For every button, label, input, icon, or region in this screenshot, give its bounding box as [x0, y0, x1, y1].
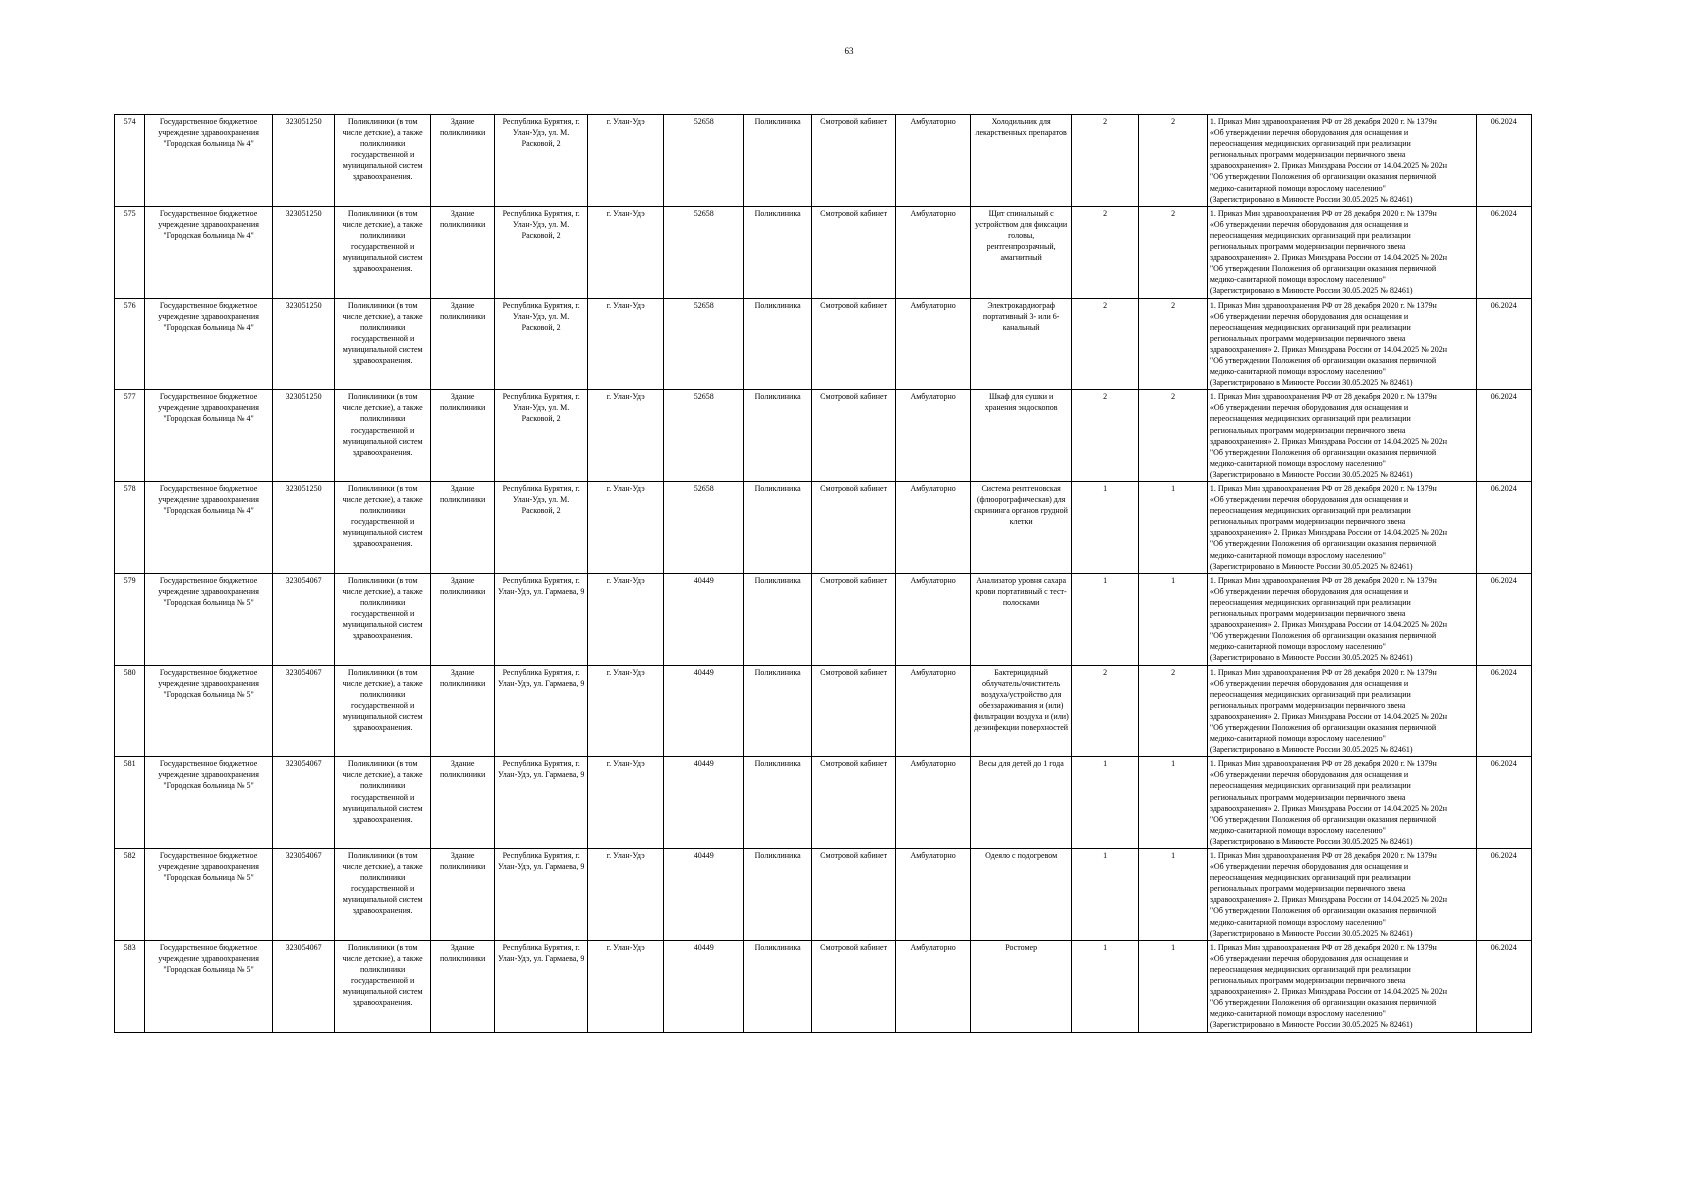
- regulation-line: здравоохранения» 2. Приказ Минздрава России от 14.04.2025 № 202н: [1209, 711, 1448, 721]
- delivery-date: 06.2024: [1476, 115, 1531, 207]
- regulation-line: переоснащения медицинских организаций при реализации: [1209, 689, 1411, 699]
- address: Республика Бурятия, г. Улан-Удэ, ул. Гармаева, 9: [495, 757, 588, 849]
- delivery-date: 06.2024: [1476, 206, 1531, 298]
- regulation-line: «Об утверждении перечня оборудования для оснащения и: [1209, 403, 1409, 413]
- quantity-planned: 1: [1139, 573, 1207, 665]
- address: Республика Бурятия, г. Улан-Удэ, ул. Гармаева, 9: [495, 665, 588, 757]
- regulation-reference: [1207, 206, 1476, 298]
- delivery-date: 06.2024: [1476, 482, 1531, 574]
- organization-code: 323051250: [272, 206, 334, 298]
- organization-name: Государственное бюджетное учреждение здравоохранения "Городская больница № 4": [145, 390, 273, 482]
- regulation-line: медико-санитарной помощи взрослому населению": [1209, 642, 1386, 652]
- population: 40449: [664, 849, 744, 941]
- care-mode: Амбулаторно: [895, 757, 970, 849]
- regulation-line: переоснащения медицинских организаций при реализации: [1209, 230, 1411, 240]
- population: 52658: [664, 115, 744, 207]
- delivery-date: 06.2024: [1476, 757, 1531, 849]
- organization-code: 323054067: [272, 665, 334, 757]
- population: 40449: [664, 665, 744, 757]
- city: г. Улан-Удэ: [587, 757, 663, 849]
- organization-name: Государственное бюджетное учреждение здравоохранения "Городская больница № 5": [145, 757, 273, 849]
- population: 40449: [664, 940, 744, 1032]
- equipment-name: Бактерицидный облучатель/очиститель воздуха/устройство для обеззараживания и (или) фильтрации воздуха и (или) дезинфекции поверхностей: [971, 665, 1072, 757]
- equipment-name: Холодильник для лекарственных препаратов: [971, 115, 1072, 207]
- quantity-required: 1: [1071, 573, 1138, 665]
- organization-name: Государственное бюджетное учреждение здравоохранения "Городская больница № 4": [145, 298, 273, 390]
- table-row: [115, 849, 1532, 941]
- regulation-line: медико-санитарной помощи взрослому населению": [1209, 367, 1386, 377]
- organization-name: Государственное бюджетное учреждение здравоохранения "Городская больница № 5": [145, 940, 273, 1032]
- quantity-planned: 2: [1139, 665, 1207, 757]
- regulation-line: региональных программ модернизации первичного звена: [1209, 425, 1406, 435]
- regulation-line: (Зарегистрировано в Минюсте России 30.05.2025 № 82461): [1209, 194, 1413, 204]
- row-number: 577: [115, 390, 145, 482]
- building: Здание поликлиники: [430, 390, 494, 482]
- city: г. Улан-Удэ: [587, 849, 663, 941]
- room: Смотровой кабинет: [812, 757, 896, 849]
- regulation-line: медико-санитарной помощи взрослому населению": [1209, 275, 1386, 285]
- regulation-line: региональных программ модернизации первичного звена: [1209, 242, 1406, 252]
- room: Смотровой кабинет: [812, 940, 896, 1032]
- building: Здание поликлиники: [430, 482, 494, 574]
- organization-name: Государственное бюджетное учреждение здравоохранения "Городская больница № 4": [145, 482, 273, 574]
- care-mode: Амбулаторно: [895, 298, 970, 390]
- organization-name: Государственное бюджетное учреждение здравоохранения "Городская больница № 5": [145, 849, 273, 941]
- building: Здание поликлиники: [430, 115, 494, 207]
- regulation-line: переоснащения медицинских организаций при реализации: [1209, 506, 1411, 516]
- city: г. Улан-Удэ: [587, 665, 663, 757]
- facility-kind: Поликлиника: [743, 298, 811, 390]
- regulation-line: здравоохранения» 2. Приказ Минздрава России от 14.04.2025 № 202н: [1209, 987, 1448, 997]
- regulation-reference: [1207, 757, 1476, 849]
- facility-type: Поликлиники (в том числе детские), а также поликлиники государственной и муниципальной систем здравоохранения.: [335, 849, 431, 941]
- regulation-line: "Об утверждении Положения об организации оказания первичной: [1209, 172, 1437, 182]
- city: г. Улан-Удэ: [587, 573, 663, 665]
- organization-code: 323054067: [272, 849, 334, 941]
- regulation-line: 1. Приказ Мин здравоохранения РФ от 28 декабря 2020 г. № 1379н: [1209, 392, 1437, 402]
- room: Смотровой кабинет: [812, 390, 896, 482]
- facility-type: Поликлиники (в том числе детские), а также поликлиники государственной и муниципальной систем здравоохранения.: [335, 482, 431, 574]
- table-row: [115, 482, 1532, 574]
- room: Смотровой кабинет: [812, 573, 896, 665]
- regulation-line: "Об утверждении Положения об организации оказания первичной: [1209, 631, 1437, 641]
- quantity-planned: 2: [1139, 390, 1207, 482]
- table-row: [115, 298, 1532, 390]
- row-number: 576: [115, 298, 145, 390]
- regulation-line: здравоохранения» 2. Приказ Минздрава России от 14.04.2025 № 202н: [1209, 253, 1448, 263]
- equipment-name: Весы для детей до 1 года: [971, 757, 1072, 849]
- row-number: 579: [115, 573, 145, 665]
- regulation-line: "Об утверждении Положения об организации оказания первичной: [1209, 264, 1437, 274]
- regulation-line: региональных программ модернизации первичного звена: [1209, 884, 1406, 894]
- delivery-date: 06.2024: [1476, 665, 1531, 757]
- building: Здание поликлиники: [430, 849, 494, 941]
- regulation-line: здравоохранения» 2. Приказ Минздрава России от 14.04.2025 № 202н: [1209, 528, 1448, 538]
- equipment-name: Электрокардиограф портативный 3- или 6-канальный: [971, 298, 1072, 390]
- row-number: 581: [115, 757, 145, 849]
- organization-name: Государственное бюджетное учреждение здравоохранения "Городская больница № 5": [145, 573, 273, 665]
- regulation-line: переоснащения медицинских организаций при реализации: [1209, 873, 1411, 883]
- regulation-line: (Зарегистрировано в Минюсте России 30.05.2025 № 82461): [1209, 286, 1413, 296]
- building: Здание поликлиники: [430, 206, 494, 298]
- city: г. Улан-Удэ: [587, 940, 663, 1032]
- quantity-required: 2: [1071, 665, 1138, 757]
- quantity-required: 2: [1071, 206, 1138, 298]
- regulation-line: «Об утверждении перечня оборудования для оснащения и: [1209, 953, 1409, 963]
- table-row: [115, 115, 1532, 207]
- equipment-name: Одеяло с подогревом: [971, 849, 1072, 941]
- regulation-line: региональных программ модернизации первичного звена: [1209, 150, 1406, 160]
- regulation-line: (Зарегистрировано в Минюсте России 30.05.2025 № 82461): [1209, 836, 1413, 846]
- regulation-line: региональных программ модернизации первичного звена: [1209, 517, 1406, 527]
- care-mode: Амбулаторно: [895, 390, 970, 482]
- regulation-line: «Об утверждении перечня оборудования для оснащения и: [1209, 586, 1409, 596]
- city: г. Улан-Удэ: [587, 206, 663, 298]
- facility-kind: Поликлиника: [743, 573, 811, 665]
- building: Здание поликлиники: [430, 573, 494, 665]
- quantity-required: 2: [1071, 390, 1138, 482]
- care-mode: Амбулаторно: [895, 940, 970, 1032]
- population: 52658: [664, 482, 744, 574]
- regulation-line: медико-санитарной помощи взрослому населению": [1209, 550, 1386, 560]
- regulation-line: здравоохранения» 2. Приказ Минздрава России от 14.04.2025 № 202н: [1209, 803, 1448, 813]
- quantity-required: 1: [1071, 940, 1138, 1032]
- regulation-line: (Зарегистрировано в Минюсте России 30.05.2025 № 82461): [1209, 469, 1413, 479]
- facility-kind: Поликлиника: [743, 757, 811, 849]
- room: Смотровой кабинет: [812, 298, 896, 390]
- regulation-reference: [1207, 573, 1476, 665]
- regulation-line: медико-санитарной помощи взрослому населению": [1209, 458, 1386, 468]
- regulation-reference: [1207, 115, 1476, 207]
- regulation-line: "Об утверждении Положения об организации оказания первичной: [1209, 814, 1437, 824]
- address: Республика Бурятия, г. Улан-Удэ, ул. М. Расковой, 2: [495, 298, 588, 390]
- care-mode: Амбулаторно: [895, 573, 970, 665]
- quantity-planned: 2: [1139, 206, 1207, 298]
- regulation-line: 1. Приказ Мин здравоохранения РФ от 28 декабря 2020 г. № 1379н: [1209, 759, 1437, 769]
- regulation-line: (Зарегистрировано в Минюсте России 30.05.2025 № 82461): [1209, 653, 1413, 663]
- organization-code: 323051250: [272, 115, 334, 207]
- organization-code: 323051250: [272, 298, 334, 390]
- city: г. Улан-Удэ: [587, 115, 663, 207]
- organization-name: Государственное бюджетное учреждение здравоохранения "Городская больница № 5": [145, 665, 273, 757]
- facility-kind: Поликлиника: [743, 390, 811, 482]
- population: 52658: [664, 206, 744, 298]
- regulation-line: "Об утверждении Положения об организации оказания первичной: [1209, 998, 1437, 1008]
- organization-code: 323051250: [272, 390, 334, 482]
- regulation-line: переоснащения медицинских организаций при реализации: [1209, 322, 1411, 332]
- address: Республика Бурятия, г. Улан-Удэ, ул. Гармаева, 9: [495, 849, 588, 941]
- facility-type: Поликлиники (в том числе детские), а также поликлиники государственной и муниципальной систем здравоохранения.: [335, 757, 431, 849]
- facility-type: Поликлиники (в том числе детские), а также поликлиники государственной и муниципальной систем здравоохранения.: [335, 940, 431, 1032]
- building: Здание поликлиники: [430, 665, 494, 757]
- equipment-name: Анализатор уровня сахара крови портативный с тест-полосками: [971, 573, 1072, 665]
- equipment-name: Ростомер: [971, 940, 1072, 1032]
- regulation-line: (Зарегистрировано в Минюсте России 30.05.2025 № 82461): [1209, 745, 1413, 755]
- quantity-required: 1: [1071, 849, 1138, 941]
- regulation-line: региональных программ модернизации первичного звена: [1209, 792, 1406, 802]
- facility-kind: Поликлиника: [743, 940, 811, 1032]
- care-mode: Амбулаторно: [895, 206, 970, 298]
- regulation-line: медико-санитарной помощи взрослому населению": [1209, 825, 1386, 835]
- equipment-register-table: [114, 114, 1532, 1033]
- quantity-planned: 1: [1139, 757, 1207, 849]
- row-number: 578: [115, 482, 145, 574]
- regulation-line: 1. Приказ Мин здравоохранения РФ от 28 декабря 2020 г. № 1379н: [1209, 667, 1437, 677]
- regulation-line: (Зарегистрировано в Минюсте России 30.05.2025 № 82461): [1209, 928, 1413, 938]
- regulation-line: медико-санитарной помощи взрослому населению": [1209, 183, 1386, 193]
- regulation-line: «Об утверждении перечня оборудования для оснащения и: [1209, 219, 1409, 229]
- table-row: [115, 757, 1532, 849]
- address: Республика Бурятия, г. Улан-Удэ, ул. М. Расковой, 2: [495, 115, 588, 207]
- delivery-date: 06.2024: [1476, 849, 1531, 941]
- address: Республика Бурятия, г. Улан-Удэ, ул. М. Расковой, 2: [495, 206, 588, 298]
- regulation-line: «Об утверждении перечня оборудования для оснащения и: [1209, 495, 1409, 505]
- regulation-line: здравоохранения» 2. Приказ Минздрава России от 14.04.2025 № 202н: [1209, 161, 1448, 171]
- regulation-line: 1. Приказ Мин здравоохранения РФ от 28 декабря 2020 г. № 1379н: [1209, 942, 1437, 952]
- row-number: 580: [115, 665, 145, 757]
- regulation-line: 1. Приказ Мин здравоохранения РФ от 28 декабря 2020 г. № 1379н: [1209, 117, 1437, 126]
- building: Здание поликлиники: [430, 940, 494, 1032]
- regulation-line: (Зарегистрировано в Минюсте России 30.05.2025 № 82461): [1209, 561, 1413, 571]
- table-row: [115, 390, 1532, 482]
- row-number: 582: [115, 849, 145, 941]
- regulation-line: 1. Приказ Мин здравоохранения РФ от 28 декабря 2020 г. № 1379н: [1209, 484, 1437, 493]
- quantity-planned: 1: [1139, 482, 1207, 574]
- organization-code: 323051250: [272, 482, 334, 574]
- regulation-line: региональных программ модернизации первичного звена: [1209, 700, 1406, 710]
- regulation-line: (Зарегистрировано в Минюсте России 30.05.2025 № 82461): [1209, 378, 1413, 388]
- row-number: 574: [115, 115, 145, 207]
- regulation-line: "Об утверждении Положения об организации оказания первичной: [1209, 722, 1437, 732]
- regulation-reference: [1207, 298, 1476, 390]
- population: 40449: [664, 573, 744, 665]
- quantity-planned: 1: [1139, 849, 1207, 941]
- regulation-reference: [1207, 482, 1476, 574]
- regulation-line: 1. Приказ Мин здравоохранения РФ от 28 декабря 2020 г. № 1379н: [1209, 208, 1437, 218]
- regulation-line: здравоохранения» 2. Приказ Минздрава России от 14.04.2025 № 202н: [1209, 344, 1448, 354]
- organization-code: 323054067: [272, 940, 334, 1032]
- room: Смотровой кабинет: [812, 849, 896, 941]
- population: 52658: [664, 298, 744, 390]
- quantity-required: 1: [1071, 482, 1138, 574]
- delivery-date: 06.2024: [1476, 940, 1531, 1032]
- regulation-line: "Об утверждении Положения об организации оказания первичной: [1209, 447, 1437, 457]
- care-mode: Амбулаторно: [895, 665, 970, 757]
- facility-kind: Поликлиника: [743, 665, 811, 757]
- facility-type: Поликлиники (в том числе детские), а также поликлиники государственной и муниципальной систем здравоохранения.: [335, 573, 431, 665]
- population: 52658: [664, 390, 744, 482]
- row-number: 575: [115, 206, 145, 298]
- quantity-planned: 1: [1139, 940, 1207, 1032]
- regulation-reference: [1207, 390, 1476, 482]
- regulation-line: переоснащения медицинских организаций при реализации: [1209, 781, 1411, 791]
- regulation-line: «Об утверждении перечня оборудования для оснащения и: [1209, 128, 1409, 138]
- room: Смотровой кабинет: [812, 482, 896, 574]
- population: 40449: [664, 757, 744, 849]
- care-mode: Амбулаторно: [895, 849, 970, 941]
- organization-code: 323054067: [272, 573, 334, 665]
- regulation-line: переоснащения медицинских организаций при реализации: [1209, 139, 1411, 149]
- quantity-required: 2: [1071, 115, 1138, 207]
- care-mode: Амбулаторно: [895, 115, 970, 207]
- regulation-line: 1. Приказ Мин здравоохранения РФ от 28 декабря 2020 г. № 1379н: [1209, 300, 1437, 310]
- quantity-planned: 2: [1139, 115, 1207, 207]
- regulation-line: "Об утверждении Положения об организации оказания первичной: [1209, 355, 1437, 365]
- room: Смотровой кабинет: [812, 115, 896, 207]
- city: г. Улан-Удэ: [587, 298, 663, 390]
- table-row: [115, 206, 1532, 298]
- regulation-line: здравоохранения» 2. Приказ Минздрава России от 14.04.2025 № 202н: [1209, 620, 1448, 630]
- room: Смотровой кабинет: [812, 206, 896, 298]
- regulation-line: 1. Приказ Мин здравоохранения РФ от 28 декабря 2020 г. № 1379н: [1209, 851, 1437, 860]
- organization-code: 323054067: [272, 757, 334, 849]
- address: Республика Бурятия, г. Улан-Удэ, ул. М. Расковой, 2: [495, 482, 588, 574]
- facility-type: Поликлиники (в том числе детские), а также поликлиники государственной и муниципальной систем здравоохранения.: [335, 665, 431, 757]
- room: Смотровой кабинет: [812, 665, 896, 757]
- address: Республика Бурятия, г. Улан-Удэ, ул. М. Расковой, 2: [495, 390, 588, 482]
- facility-type: Поликлиники (в том числе детские), а также поликлиники государственной и муниципальной систем здравоохранения.: [335, 390, 431, 482]
- care-mode: Амбулаторно: [895, 482, 970, 574]
- regulation-line: «Об утверждении перечня оборудования для оснащения и: [1209, 770, 1409, 780]
- page-number: 63: [844, 46, 854, 56]
- organization-name: Государственное бюджетное учреждение здравоохранения "Городская больница № 4": [145, 206, 273, 298]
- equipment-name: Система рентгеновская (флюорографическая) для скрининга органов грудной клетки: [971, 482, 1072, 574]
- building: Здание поликлиники: [430, 757, 494, 849]
- delivery-date: 06.2024: [1476, 573, 1531, 665]
- equipment-name: Шкаф для сушки и хранения эндоскопов: [971, 390, 1072, 482]
- city: г. Улан-Удэ: [587, 482, 663, 574]
- table-row: [115, 940, 1532, 1032]
- facility-type: Поликлиники (в том числе детские), а также поликлиники государственной и муниципальной систем здравоохранения.: [335, 115, 431, 207]
- facility-kind: Поликлиника: [743, 849, 811, 941]
- regulation-line: «Об утверждении перечня оборудования для оснащения и: [1209, 311, 1409, 321]
- regulation-line: здравоохранения» 2. Приказ Минздрава России от 14.04.2025 № 202н: [1209, 895, 1448, 905]
- facility-kind: Поликлиника: [743, 115, 811, 207]
- regulation-line: "Об утверждении Положения об организации оказания первичной: [1209, 906, 1437, 916]
- facility-type: Поликлиники (в том числе детские), а также поликлиники государственной и муниципальной систем здравоохранения.: [335, 206, 431, 298]
- regulation-line: «Об утверждении перечня оборудования для оснащения и: [1209, 862, 1409, 872]
- organization-name: Государственное бюджетное учреждение здравоохранения "Городская больница № 4": [145, 115, 273, 207]
- regulation-line: медико-санитарной помощи взрослому населению": [1209, 1009, 1386, 1019]
- building: Здание поликлиники: [430, 298, 494, 390]
- regulation-line: 1. Приказ Мин здравоохранения РФ от 28 декабря 2020 г. № 1379н: [1209, 575, 1437, 585]
- table-row: [115, 665, 1532, 757]
- quantity-required: 2: [1071, 298, 1138, 390]
- regulation-line: региональных программ модернизации первичного звена: [1209, 609, 1406, 619]
- regulation-line: переоснащения медицинских организаций при реализации: [1209, 597, 1411, 607]
- address: Республика Бурятия, г. Улан-Удэ, ул. Гармаева, 9: [495, 573, 588, 665]
- quantity-planned: 2: [1139, 298, 1207, 390]
- regulation-line: переоснащения медицинских организаций при реализации: [1209, 414, 1411, 424]
- regulation-line: переоснащения медицинских организаций при реализации: [1209, 964, 1411, 974]
- table-row: [115, 573, 1532, 665]
- row-number: 583: [115, 940, 145, 1032]
- delivery-date: 06.2024: [1476, 390, 1531, 482]
- regulation-line: «Об утверждении перечня оборудования для оснащения и: [1209, 678, 1409, 688]
- regulation-reference: [1207, 940, 1476, 1032]
- regulation-line: "Об утверждении Положения об организации оказания первичной: [1209, 539, 1437, 549]
- city: г. Улан-Удэ: [587, 390, 663, 482]
- quantity-required: 1: [1071, 757, 1138, 849]
- address: Республика Бурятия, г. Улан-Удэ, ул. Гармаева, 9: [495, 940, 588, 1032]
- regulation-line: медико-санитарной помощи взрослому населению": [1209, 734, 1386, 744]
- equipment-name: Щит спинальный с устройством для фиксации головы, рентгенпрозрачный, амагнитный: [971, 206, 1072, 298]
- regulation-line: региональных программ модернизации первичного звена: [1209, 976, 1406, 986]
- regulation-reference: [1207, 665, 1476, 757]
- regulation-line: медико-санитарной помощи взрослому населению": [1209, 917, 1386, 927]
- facility-kind: Поликлиника: [743, 206, 811, 298]
- regulation-reference: [1207, 849, 1476, 941]
- delivery-date: 06.2024: [1476, 298, 1531, 390]
- facility-kind: Поликлиника: [743, 482, 811, 574]
- regulation-line: (Зарегистрировано в Минюсте России 30.05.2025 № 82461): [1209, 1020, 1413, 1030]
- facility-type: Поликлиники (в том числе детские), а также поликлиники государственной и муниципальной систем здравоохранения.: [335, 298, 431, 390]
- regulation-line: здравоохранения» 2. Приказ Минздрава России от 14.04.2025 № 202н: [1209, 436, 1448, 446]
- regulation-line: региональных программ модернизации первичного звена: [1209, 333, 1406, 343]
